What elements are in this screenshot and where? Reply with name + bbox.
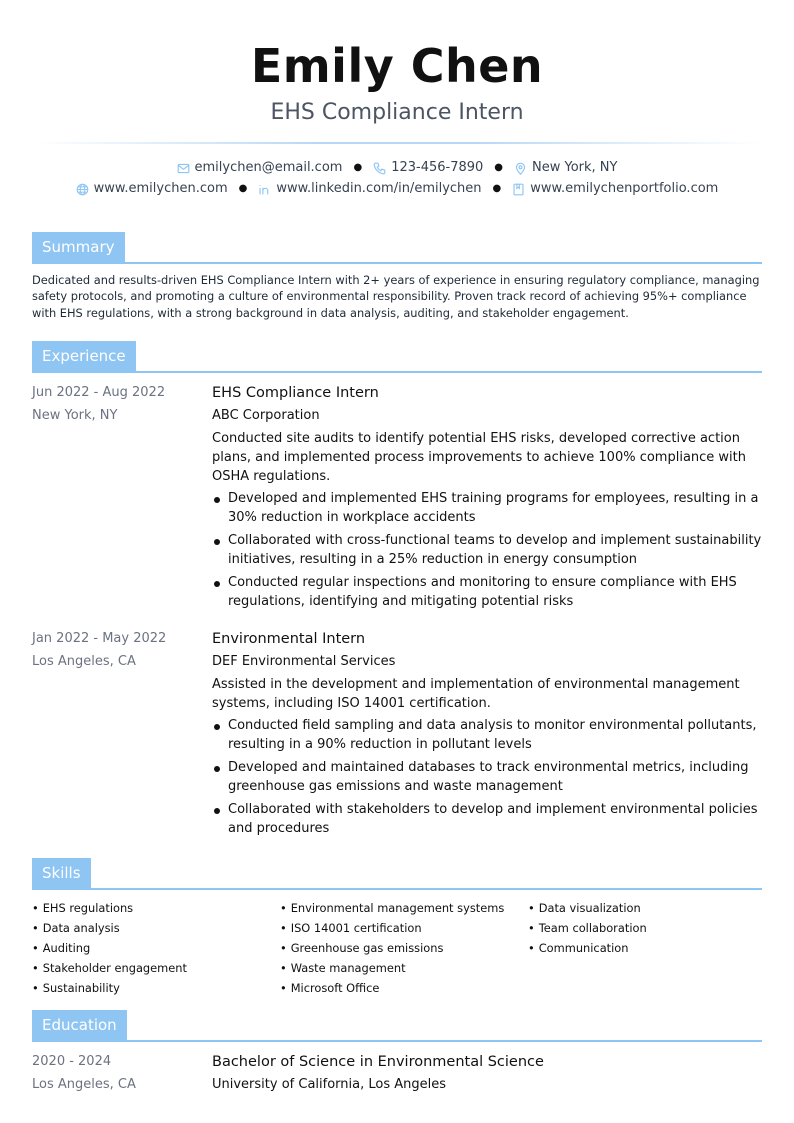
skill-item: • ISO 14001 certification <box>280 918 528 938</box>
experience-heading: Experience <box>32 341 136 371</box>
job-title: Environmental Intern <box>212 630 366 647</box>
education-location: Los Angeles, CA <box>32 1076 136 1092</box>
skill-item: • Waste management <box>280 958 528 978</box>
contact-separator: ● <box>492 183 502 194</box>
skill-item: • Sustainability <box>32 978 280 998</box>
section-rule <box>32 262 762 264</box>
experience-entry <box>32 627 762 842</box>
list-item: Collaborated with cross-functional teams to develop and implement sustainability initiatives, resulting in a 25% reduction in energy consumption <box>212 531 762 569</box>
skills-section-header <box>32 858 762 890</box>
contact-linkedin[interactable] <box>258 179 481 199</box>
summary-text: Dedicated and results-driven EHS Compliance Intern with 2+ years of experience in ensuring regulatory compliance, managing safety protocols, and promoting a culture of environmental responsibility. Proven track record of achieving 95%+ compliance with EHS regulations, with a strong background in data analysis, auditing, and stakeholder engagement. <box>32 273 760 320</box>
envelope-icon <box>177 162 190 175</box>
education-section-header <box>32 1010 762 1042</box>
list-item: Conducted regular inspections and monitoring to ensure compliance with EHS regulations, identifying and mitigating potential risks <box>212 573 762 611</box>
globe-icon <box>76 183 89 196</box>
job-dates: Jun 2022 - Aug 2022 <box>32 384 166 400</box>
candidate-name: Emily Chen <box>250 39 544 93</box>
email-text: emilychen@email.com <box>194 160 343 175</box>
job-location: New York, NY <box>32 407 118 423</box>
candidate-role: EHS Compliance Intern <box>270 100 524 125</box>
map-pin-icon <box>514 162 527 175</box>
section-rule <box>32 371 762 373</box>
list-item: Conducted field sampling and data analysis to monitor environmental pollutants, resulting in a 90% reduction in pollutant levels <box>212 716 762 754</box>
summary-heading: Summary <box>32 232 125 262</box>
skills-column <box>32 898 280 998</box>
skill-item: • Data visualization <box>528 898 758 918</box>
skill-item: • Data analysis <box>32 918 280 938</box>
skill-item: • Environmental management systems <box>280 898 528 918</box>
skills-column <box>280 898 528 998</box>
education-degree: Bachelor of Science in Environmental Science <box>212 1053 544 1070</box>
contact-row-secondary <box>32 179 762 199</box>
section-rule <box>32 1040 762 1042</box>
portfolio-text: www.emilychenportfolio.com <box>530 181 719 196</box>
job-dates: Jan 2022 - May 2022 <box>32 630 167 646</box>
contact-phone[interactable] <box>373 158 483 178</box>
skill-item: • Auditing <box>32 938 280 958</box>
job-description: Assisted in the development and implementation of environmental management systems, including ISO 14001 certification. <box>212 676 740 711</box>
education-heading: Education <box>32 1010 127 1040</box>
skills-column <box>528 898 758 998</box>
resume-page <box>32 0 762 1096</box>
experience-entry <box>32 381 762 615</box>
list-item: Collaborated with stakeholders to develop and implement environmental policies and procedures <box>212 800 762 838</box>
skill-item: • EHS regulations <box>32 898 280 918</box>
education-dates: 2020 - 2024 <box>32 1053 112 1069</box>
location-text: New York, NY <box>532 160 618 175</box>
phone-icon <box>373 162 386 175</box>
summary-section-header <box>32 232 762 264</box>
bookmark-icon <box>512 183 525 196</box>
skills-heading: Skills <box>32 858 91 888</box>
job-location: Los Angeles, CA <box>32 653 136 669</box>
contact-separator: ● <box>238 183 248 194</box>
list-item: Developed and maintained databases to track environmental metrics, including greenhouse gas emissions and waste management <box>212 758 762 796</box>
skills-grid <box>32 898 762 998</box>
job-description: Conducted site audits to identify potential EHS risks, developed corrective action plans, and implemented process improvements to achieve 100% compliance with OSHA regulations. <box>212 430 747 484</box>
skill-item: • Microsoft Office <box>280 978 528 998</box>
experience-section-header <box>32 341 762 373</box>
website-text: www.emilychen.com <box>93 181 228 196</box>
education-entry <box>32 1050 762 1096</box>
list-item: Developed and implemented EHS training programs for employees, resulting in a 30% reduction in workplace accidents <box>212 489 762 527</box>
job-bullets <box>212 716 762 838</box>
skill-item: • Team collaboration <box>528 918 758 938</box>
linkedin-icon <box>258 183 271 196</box>
job-company: ABC Corporation <box>212 407 320 423</box>
job-company: DEF Environmental Services <box>212 653 396 669</box>
contact-location <box>514 158 617 178</box>
skill-item: • Greenhouse gas emissions <box>280 938 528 958</box>
job-bullets <box>212 489 762 611</box>
contact-separator: ● <box>494 162 504 173</box>
skill-item: • Communication <box>528 938 758 958</box>
phone-text: 123-456-7890 <box>391 160 484 175</box>
linkedin-text: www.linkedin.com/in/emilychen <box>276 181 482 196</box>
contact-row-primary <box>32 158 762 178</box>
contact-separator: ● <box>353 162 363 173</box>
skill-item: • Stakeholder engagement <box>32 958 280 978</box>
contact-portfolio[interactable] <box>512 179 718 199</box>
job-title: EHS Compliance Intern <box>212 384 379 401</box>
contact-email[interactable] <box>177 158 343 178</box>
header-divider <box>32 142 762 144</box>
education-school: University of California, Los Angeles <box>212 1076 447 1092</box>
section-rule <box>32 888 762 890</box>
contact-website[interactable] <box>76 179 228 199</box>
